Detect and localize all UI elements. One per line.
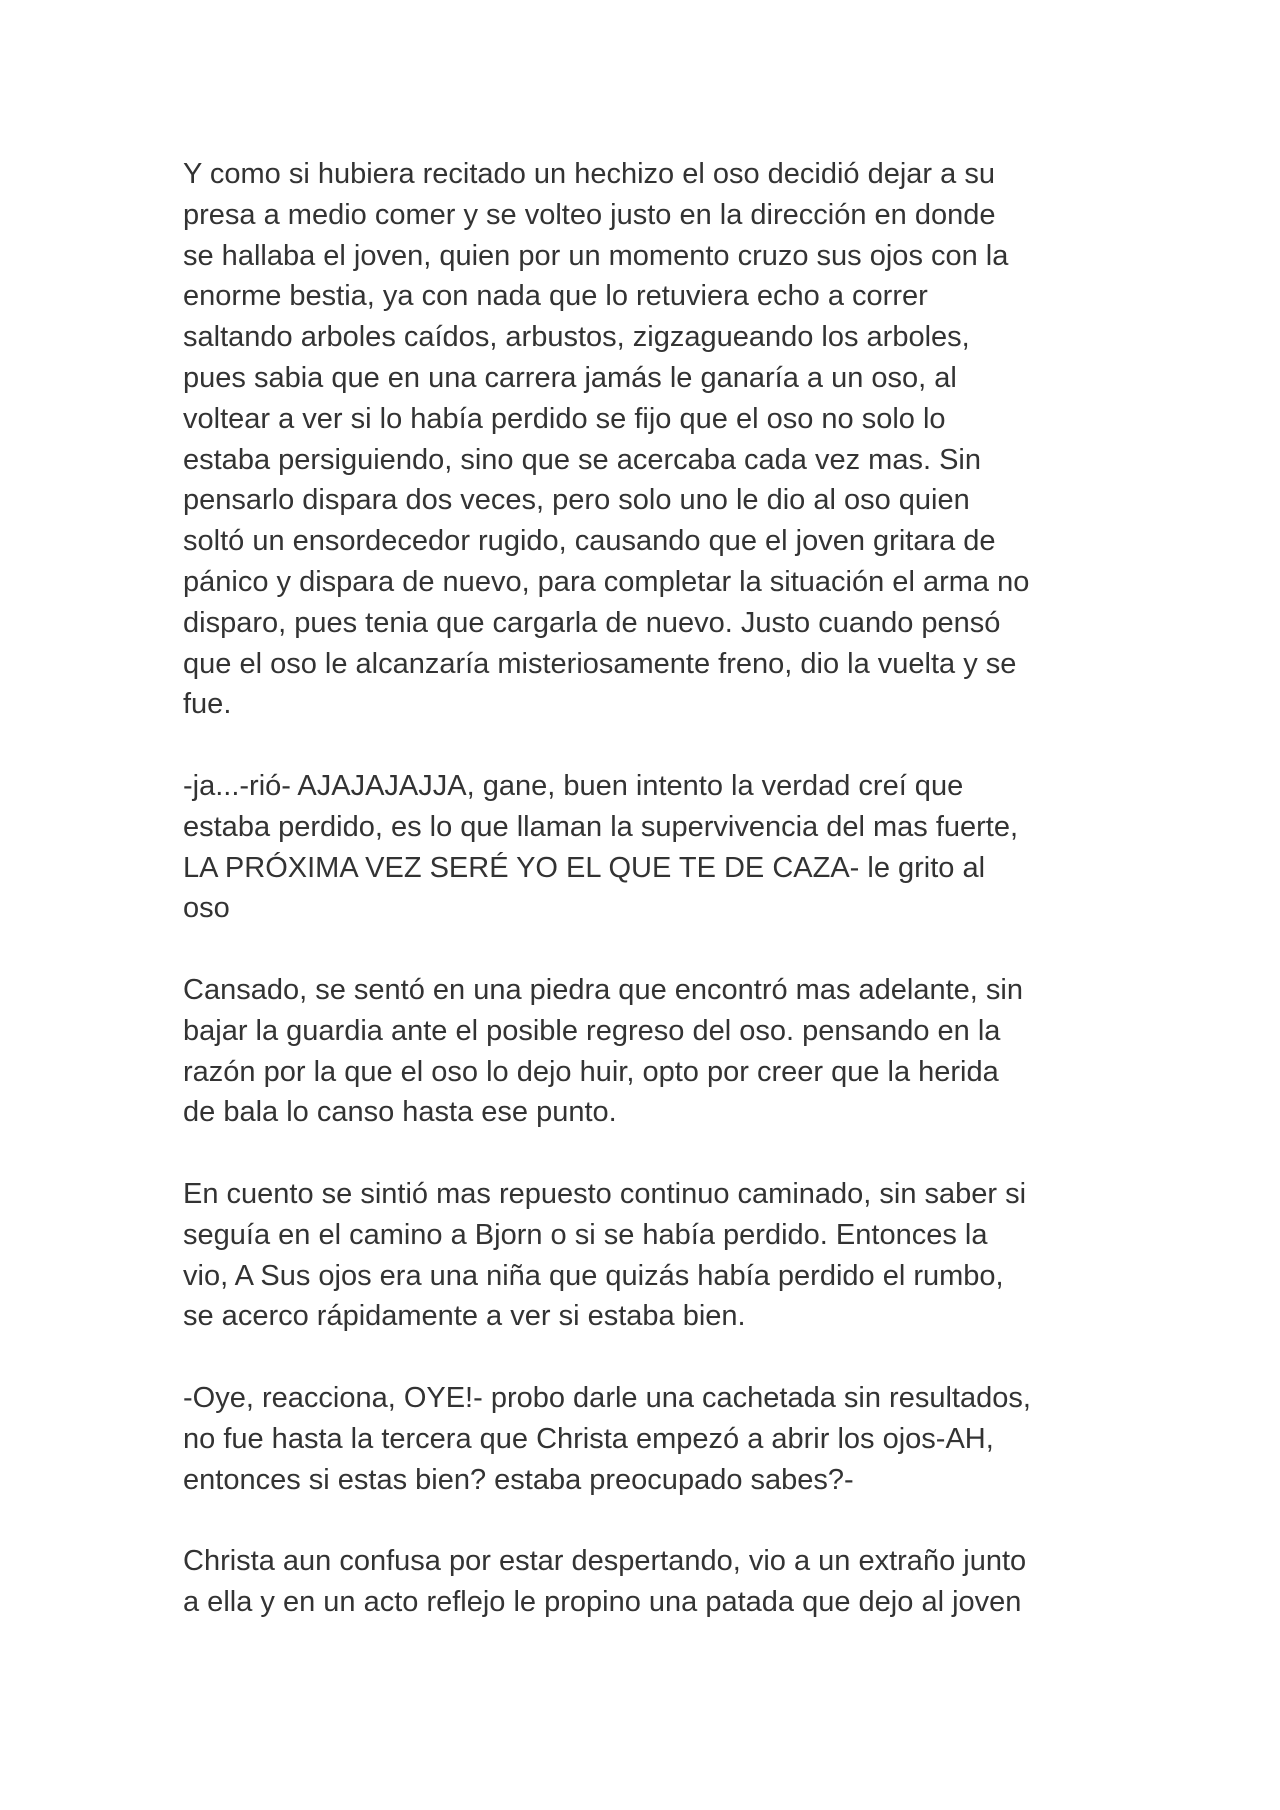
paragraph-rest-on-rock: Cansado, se sentó en una piedra que encontró mas adelante, sin bajar la guardia ante el posible regreso del oso. pensando en la razón por la que el oso lo dejo huir, opto por creer que la herida de bala lo canso hasta ese punto.: [183, 973, 1023, 1129]
paragraph-finds-girl: En cuento se sintió mas repuesto continuo caminado, sin saber si seguía en el camino a Bjorn o si se había perdido. Entonces la vio, A Sus ojos era una niña que quizás había perdido el rumbo, se acerco rápidamente a ver si estaba bien.: [183, 1177, 1027, 1333]
paragraph-bear-chase: Y como si hubiera recitado un hechizo el oso decidió dejar a su presa a medio comer y se volteo justo en la dirección en donde se hallaba el joven, quien por un momento cruzo sus ojos con la enorme bestia, ya con nada que lo retuviera echo a correr saltando arboles caídos, arbustos, zigzagueando los arboles, pues sabia que en una carrera jamás le ganaría a un oso, al voltear a ver si lo había perdido se fijo que el oso no solo lo estaba persiguiendo, sino que se acercaba cada vez mas. Sin pensarlo dispara dos veces, pero solo uno le dio al oso quien soltó un ensordecedor rugido, causando que el joven gritara de pánico y dispara de nuevo, para completar la situación el arma no disparo, pues tenia que cargarla de nuevo. Justo cuando pensó que el oso le alcanzaría misteriosamente freno, dio la vuelta y se fue.: [183, 158, 1030, 721]
paragraph-laugh-dialogue: -ja...-rió- AJAJAJAJJA, gane, buen intento la verdad creí que estaba perdido, es lo que llaman la supervivencia del mas fuerte, LA PRÓXIMA VEZ SERÉ YO EL QUE TE DE CAZA- le grito al oso: [183, 769, 1019, 925]
paragraph-wake-dialogue: -Oye, reacciona, OYE!- probo darle una cachetada sin resultados, no fue hasta la tercera que Christa empezó a abrir los ojos-AH, entonces si estas bien? estaba preocupado sabes?-: [183, 1381, 1031, 1496]
paragraph-christa-kick: Christa aun confusa por estar despertando, vio a un extraño junto a ella y en un acto reflejo le propino una patada que dejo al joven: [183, 1545, 1027, 1618]
document-body: [183, 154, 1113, 1623]
